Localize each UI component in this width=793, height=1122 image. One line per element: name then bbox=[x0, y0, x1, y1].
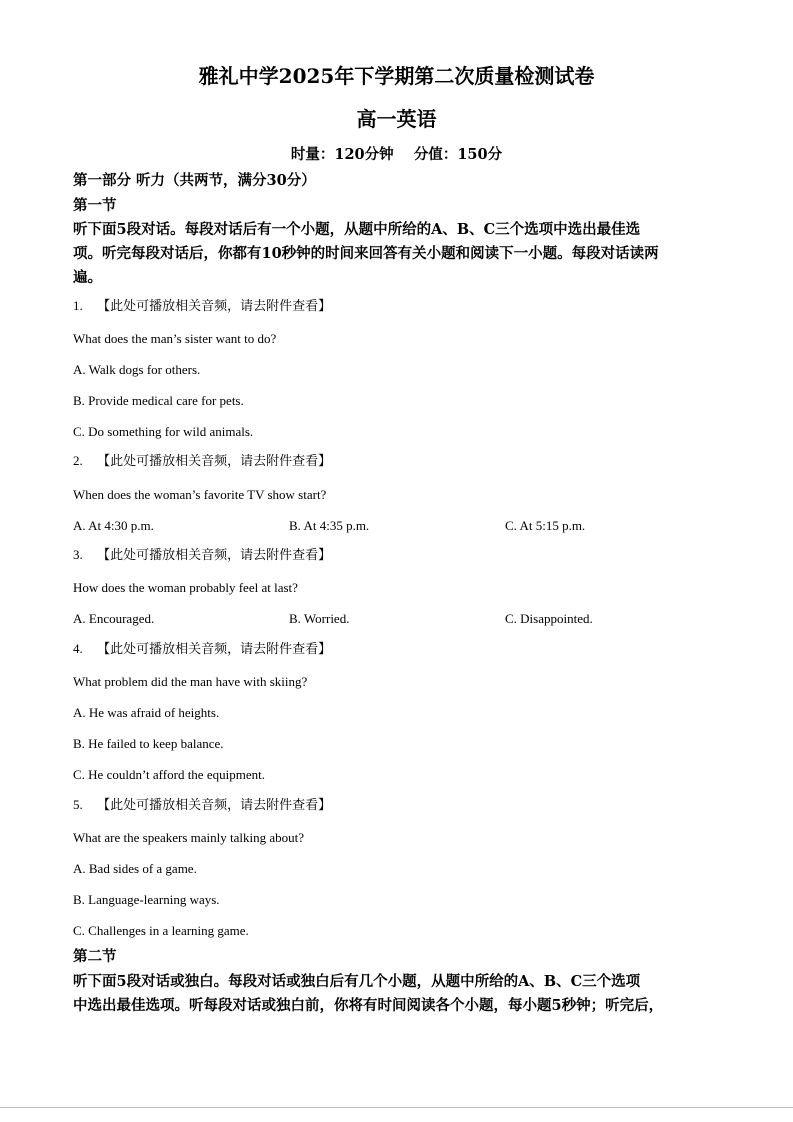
question-4-option-b: B. He failed to keep balance. bbox=[73, 736, 224, 751]
question-5-option-c: C. Challenges in a learning game. bbox=[73, 923, 249, 938]
question-1-option-a: A. Walk dogs for others. bbox=[73, 362, 201, 377]
question-2-option-b: B. At 4:35 p.m. bbox=[289, 518, 370, 533]
question-3-option-a: A. Encouraged. bbox=[73, 611, 155, 626]
question-1-option-c: C. Do something for wild animals. bbox=[73, 424, 254, 439]
audio-placeholder-link[interactable]: 【此处可播放相关音频，请去附件查看】 bbox=[97, 454, 332, 469]
page-bottom-divider bbox=[0, 1107, 793, 1108]
question-2-text: When does the woman’s favorite TV show start? bbox=[73, 487, 327, 502]
question-number: 3. bbox=[73, 547, 83, 562]
question-4-option-a: A. He was afraid of heights. bbox=[73, 705, 220, 720]
question-number: 5. bbox=[73, 797, 83, 812]
exam-title: 雅礼中学2025年下学期第二次质量检测试卷 bbox=[198, 64, 595, 88]
question-4-text: What problem did the man have with skiing? bbox=[73, 674, 308, 689]
instruction-line: 遍。 bbox=[73, 269, 102, 286]
question-2-option-c: C. At 5:15 p.m. bbox=[505, 518, 586, 533]
section2-heading: 第二节 bbox=[73, 948, 117, 965]
question-5-option-b: B. Language-learning ways. bbox=[73, 892, 220, 907]
question-3-text: How does the woman probably feel at last? bbox=[73, 580, 298, 595]
section1-heading: 第一节 bbox=[73, 197, 117, 214]
section1-instructions bbox=[73, 218, 723, 290]
question-1-header bbox=[73, 297, 331, 316]
audio-placeholder-link[interactable]: 【此处可播放相关音频，请去附件查看】 bbox=[97, 642, 332, 657]
exam-time-score: 时量：120分钟 分值：150分 bbox=[290, 146, 503, 163]
question-5-text: What are the speakers mainly talking about? bbox=[73, 830, 305, 845]
question-3-header bbox=[73, 546, 331, 565]
question-4-option-c: C. He couldn’t afford the equipment. bbox=[73, 767, 265, 782]
question-1-option-b: B. Provide medical care for pets. bbox=[73, 393, 244, 408]
question-2-option-a: A. At 4:30 p.m. bbox=[73, 518, 154, 533]
question-number: 2. bbox=[73, 453, 83, 468]
instruction-line: 听下面5段对话。每段对话后有一个小题，从题中所给的A、B、C三个选项中选出最佳选 bbox=[73, 221, 641, 238]
question-1-text: What does the man’s sister want to do? bbox=[73, 331, 277, 346]
question-5-option-a: A. Bad sides of a game. bbox=[73, 861, 197, 876]
instruction-line: 听下面5段对话或独白。每段对话或独白后有几个小题，从题中所给的A、B、C三个选项 bbox=[73, 973, 641, 990]
part1-heading: 第一部分 听力（共两节，满分30分） bbox=[73, 172, 316, 189]
question-number: 1. bbox=[73, 298, 83, 313]
instruction-line: 中选出最佳选项。听每段对话或独白前，你将有时间阅读各个小题，每小题5秒钟；听完后， bbox=[73, 997, 664, 1014]
audio-placeholder-link[interactable]: 【此处可播放相关音频，请去附件查看】 bbox=[97, 548, 332, 563]
question-3-option-b: B. Worried. bbox=[289, 611, 350, 626]
audio-placeholder-link[interactable]: 【此处可播放相关音频，请去附件查看】 bbox=[97, 798, 332, 813]
question-3-option-c: C. Disappointed. bbox=[505, 611, 593, 626]
audio-placeholder-link[interactable]: 【此处可播放相关音频，请去附件查看】 bbox=[97, 299, 332, 314]
exam-subject: 高一英语 bbox=[356, 107, 437, 131]
question-number: 4. bbox=[73, 641, 83, 656]
question-2-header bbox=[73, 452, 331, 471]
question-4-header bbox=[73, 640, 331, 659]
question-5-header bbox=[73, 796, 331, 815]
instruction-line: 项。听完每段对话后，你都有10秒钟的时间来回答有关小题和阅读下一小题。每段对话读两 bbox=[73, 245, 659, 262]
section2-instructions bbox=[73, 970, 723, 1018]
